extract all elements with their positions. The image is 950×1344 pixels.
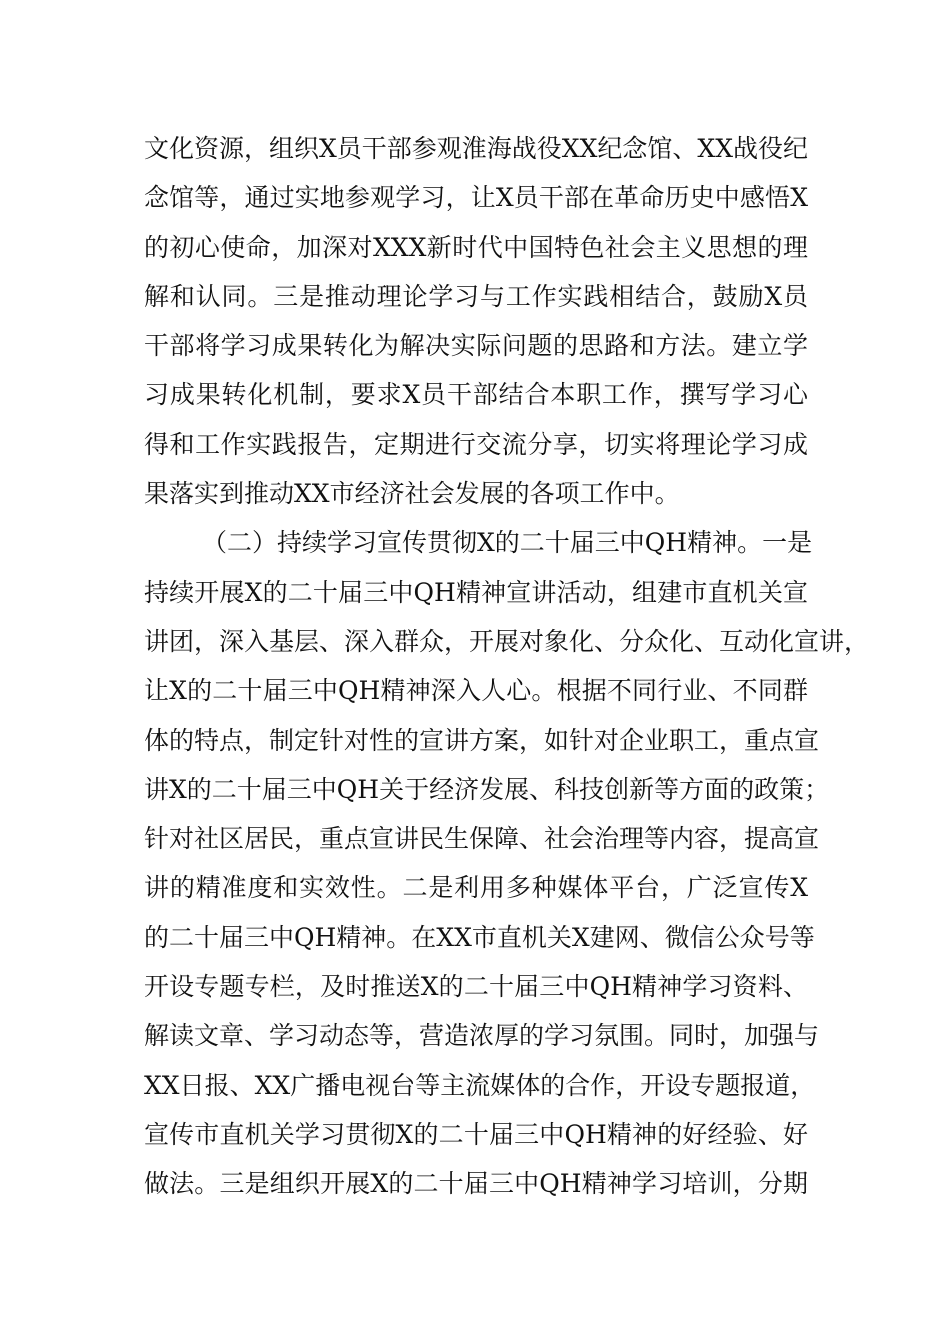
paragraph-1-line: 解和认同。三是推动理论学习与工作实践相结合，鼓励X员: [144, 281, 808, 311]
paragraph-1-line: 的初心使命，加深对XXX新时代中国特色社会主义思想的理: [144, 232, 808, 262]
paragraph-2-heading-line: （二）持续学习宣传贯彻X的二十届三中QH精神。一是: [202, 528, 813, 558]
paragraph-2-line: 的二十届三中QH精神。在XX市直机关X建网、微信公众号等: [144, 922, 815, 952]
paragraph-2-line: 开设专题专栏，及时推送X的二十届三中QH精神学习资料、: [144, 972, 808, 1002]
paragraph-2-line: 讲团，深入基层、深入群众，开展对象化、分众化、互动化宣讲，: [144, 626, 870, 656]
paragraph-2-line: 做法。三是组织开展X的二十届三中QH精神学习培训，分期: [144, 1169, 808, 1199]
paragraph-2-line: 体的特点，制定针对性的宣讲方案，如针对企业职工，重点宣: [144, 725, 820, 755]
paragraph-2-line: 持续开展X的二十届三中QH精神宣讲活动，组建市直机关宣: [144, 577, 808, 607]
paragraph-2-line: 解读文章、学习动态等，营造浓厚的学习氛围。同时，加强与: [144, 1021, 820, 1051]
paragraph-2: [144, 518, 870, 1208]
paragraph-1-line: 果落实到推动XX市经济社会发展的各项工作中。: [144, 479, 680, 509]
paragraph-2-line: 讲的精准度和实效性。二是利用多种媒体平台，广泛宣传X: [144, 873, 808, 903]
document-body: [144, 124, 870, 1209]
paragraph-1-line: 念馆等，通过实地参观学习，让X员干部在革命历史中感悟X: [144, 183, 808, 213]
paragraph-1: [144, 124, 808, 518]
paragraph-2-line: XX日报、XX广播电视台等主流媒体的合作，开设专题报道，: [144, 1070, 816, 1100]
paragraph-2-line: 针对社区居民，重点宣讲民生保障、社会治理等内容，提高宣: [144, 824, 820, 854]
paragraph-2-line: 讲X的二十届三中QH关于经济发展、科技创新等方面的政策；: [144, 774, 830, 804]
paragraph-2-line: 让X的二十届三中QH精神深入人心。根据不同行业、不同群: [144, 676, 808, 706]
paragraph-1-line: 习成果转化机制，要求X员干部结合本职工作，撰写学习心: [144, 380, 808, 410]
paragraph-2-line: 宣传市直机关学习贯彻X的二十届三中QH精神的好经验、好: [144, 1119, 808, 1149]
paragraph-1-line: 得和工作实践报告，定期进行交流分享，切实将理论学习成: [144, 429, 808, 459]
paragraph-1-line: 文化资源，组织X员干部参观淮海战役XX纪念馆、XX战役纪: [144, 134, 808, 163]
paragraph-1-line: 干部将学习成果转化为解决实际问题的思路和方法。建立学: [144, 331, 808, 361]
